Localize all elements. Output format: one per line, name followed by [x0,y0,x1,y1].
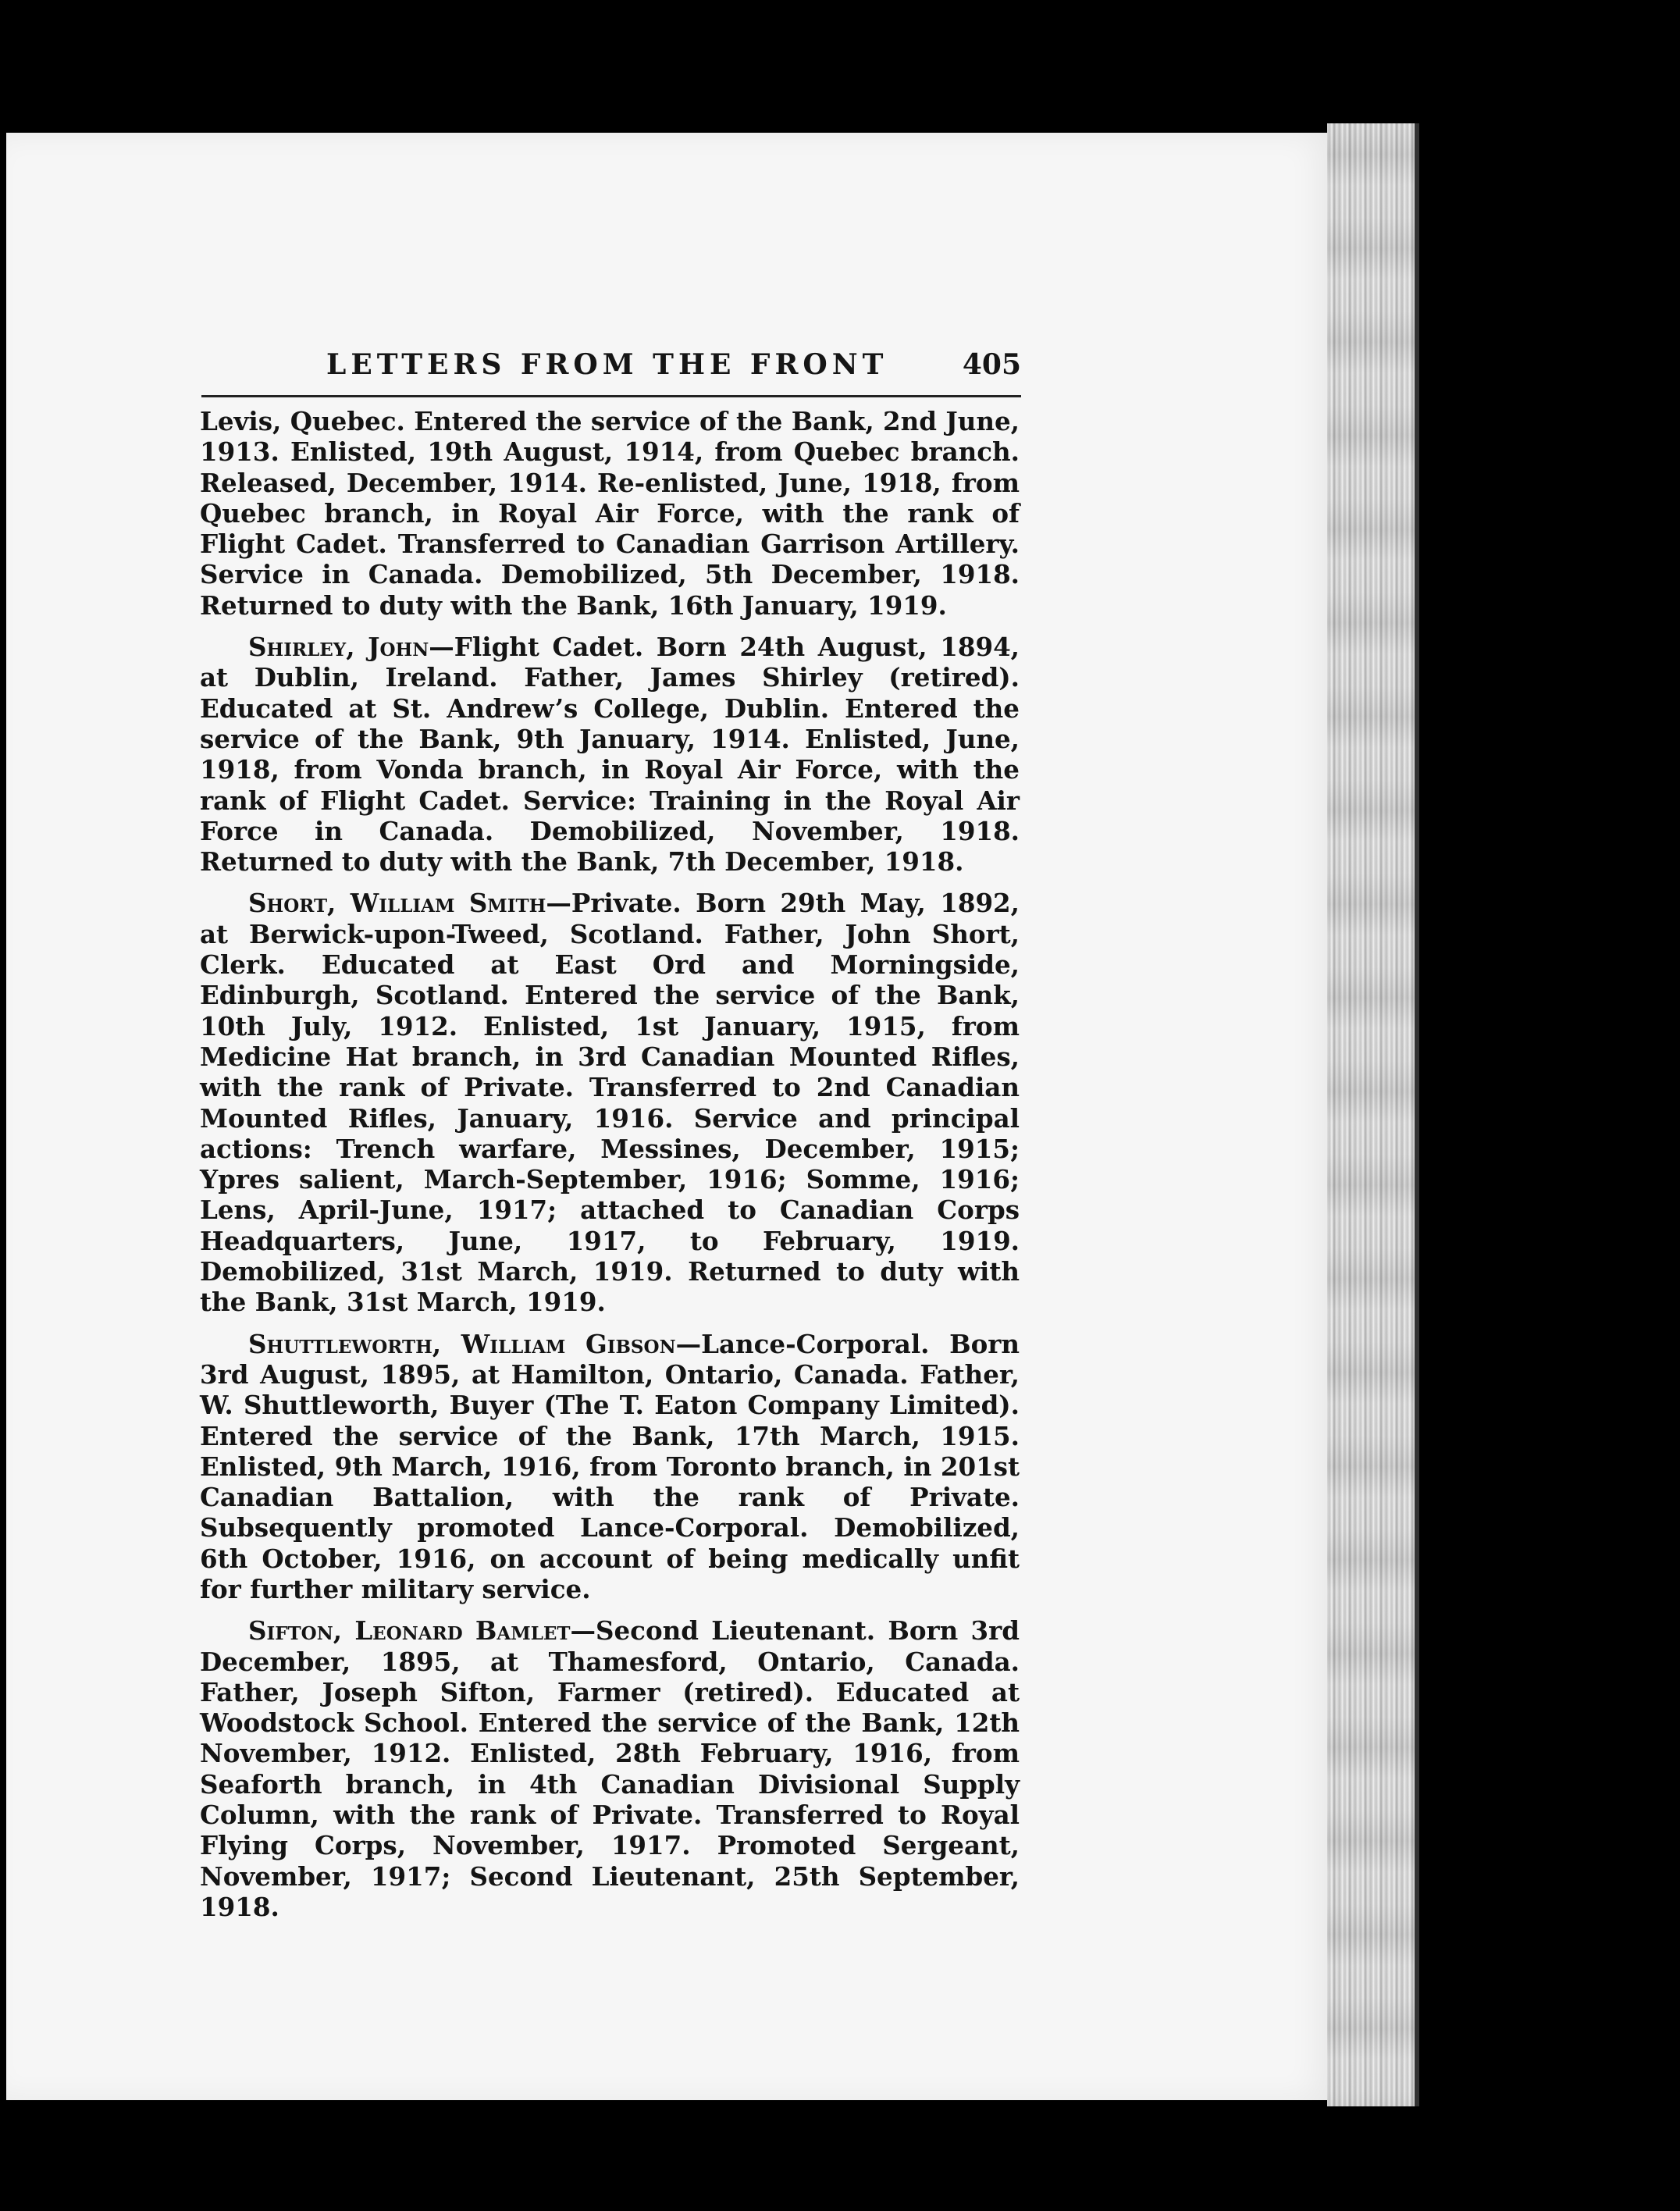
entry-short [200,888,1020,1317]
entry-continuation [200,406,1020,621]
entry-body: —Flight Cadet. Born 24th August, 1894, at Dublin, Ireland. Father, James Shirley (retired). Educated at St. Andrew’s College, Dublin. Entered the service of the Bank, 9th January, 1914. Enlisted, June, 1918, from Vonda branch, in Royal Air Force, with the rank of Flight Cadet. Service: Training in the Royal Air Force in Canada. Demobilized, November, 1918. Returned to duty with the Bank, 7th December, 1918. [200,632,1020,878]
page-number: 405 [962,348,1021,381]
entry-body: —Private. Born 29th May, 1892, at Berwick-upon-Tweed, Scotland. Father, John Short, Clerk. Educated at East Ord and Morningside, Edinburgh, Scotland. Entered the service of the Bank, 10th July, 1912. Enlisted, 1st January, 1915, from Medicine Hat branch, in 3rd Canadian Mounted Rifles, with the rank of Private. Transferred to 2nd Canadian Mounted Rifles, January, 1916. Service and principal actions: Trench warfare, Messines, December, 1915; Ypres salient, March-September, 1916; Somme, 1916; Lens, April-June, 1917; attached to Canadian Corps Headquarters, June, 1917, to February, 1919. Demobilized, 31st March, 1919. Returned to duty with the Bank, 31st March, 1919. [200,888,1020,1318]
entry-body: Levis, Quebec. Entered the service of the Bank, 2nd June, 1913. Enlisted, 19th August, 1914, from Quebec branch. Released, December, 1914. Re-enlisted, June, 1918, from Quebec branch, in Royal Air Force, with the rank of Flight Cadet. Transferred to Canadian Garrison Artillery. Service in Canada. Demobilized, 5th December, 1918. Returned to duty with the Bank, 16th January, 1919. [200,406,1020,621]
entry-shirley [200,632,1020,877]
entry-shuttleworth [200,1329,1020,1605]
entry-name: Shirley, John [248,632,429,663]
page-body [200,406,1020,1933]
entry-name: Short, William Smith [248,888,546,919]
page-header [201,348,1021,397]
entry-name: Sifton, Leonard Bamlet [248,1615,571,1647]
entry-body: —Lance-Corporal. Born 3rd August, 1895, at Hamilton, Ontario, Canada. Father, W. Shuttleworth, Buyer (The T. Eaton Company Limited). Entered the service of the Bank, 17th March, 1915. Enlisted, 9th March, 1916, from Toronto branch, in 201st Canadian Battalion, with the rank of Private. Subsequently promoted Lance-Corporal. Demobilized, 6th October, 1916, on account of being medically unfit for further military service. [200,1328,1020,1604]
entry-sifton [200,1615,1020,1922]
running-head: LETTERS FROM THE FRONT [326,348,888,381]
entry-body: —Second Lieutenant. Born 3rd December, 1895, at Thamesford, Ontario, Canada. Father, Joseph Sifton, Farmer (retired). Educated at Woodstock School. Entered the service of the Bank, 12th November, 1912. Enlisted, 28th February, 1916, from Seaforth branch, in 4th Canadian Divisional Supply Column, with the rank of Private. Transferred to Royal Flying Corps, November, 1917. Promoted Sergeant, November, 1917; Second Lieutenant, 25th September, 1918. [200,1615,1020,1922]
entry-name: Shuttleworth, William Gibson [248,1328,676,1359]
page-edges [1327,123,1419,2106]
